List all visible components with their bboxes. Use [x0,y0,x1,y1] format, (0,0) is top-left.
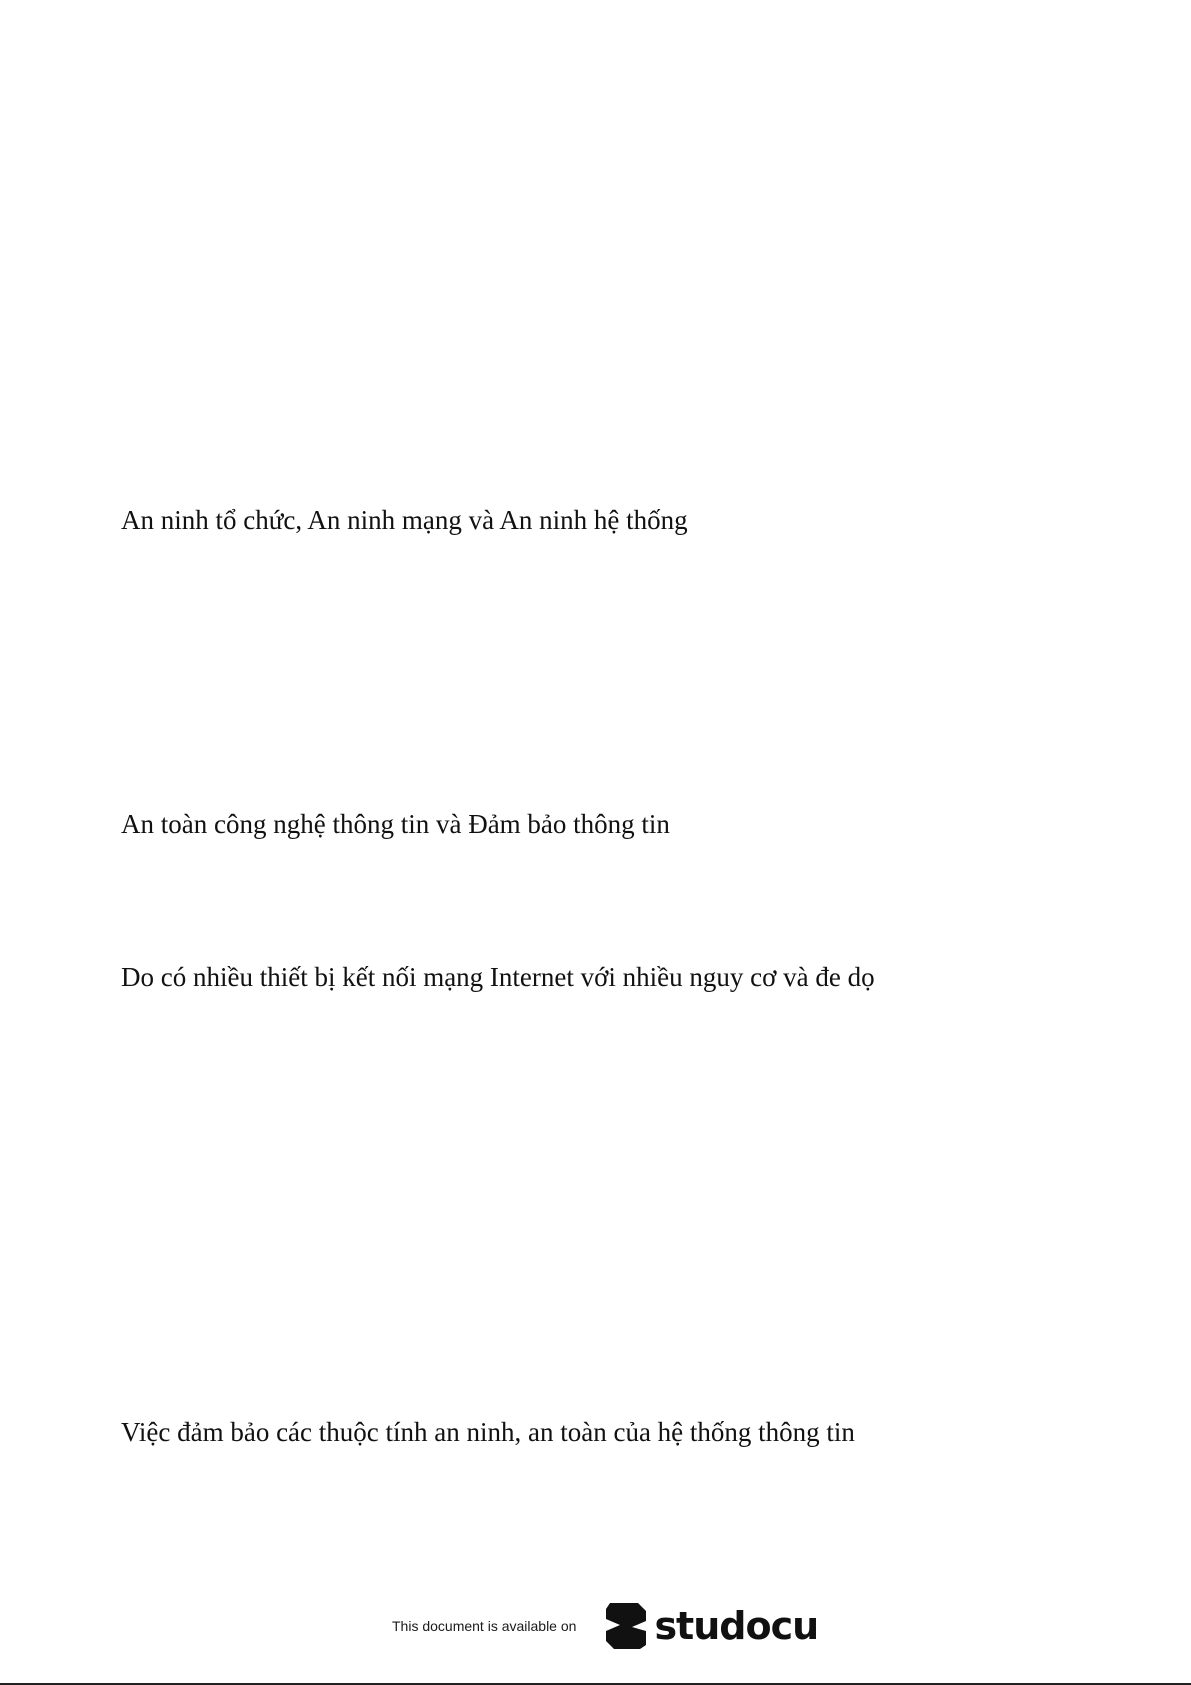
answer-text-1: An ninh tổ chức, An ninh mạng và An ninh hệ thống [121,505,688,535]
answer-text-2: An toàn công nghệ thông tin và Đảm bảo thông tin [121,809,670,839]
studocu-logo-icon [602,1601,650,1651]
answer-text-3: Do có nhiều thiết bị kết nối mạng Internet với nhiều nguy cơ và đe dọ [121,962,875,992]
availability-text: This document is available on [392,1618,577,1634]
studocu-brand-text: studocu [654,1604,819,1648]
studocu-footer[interactable] [392,1600,818,1652]
answer-text-4: Việc đảm bảo các thuộc tính an ninh, an toàn của hệ thống thông tin [121,1417,855,1447]
